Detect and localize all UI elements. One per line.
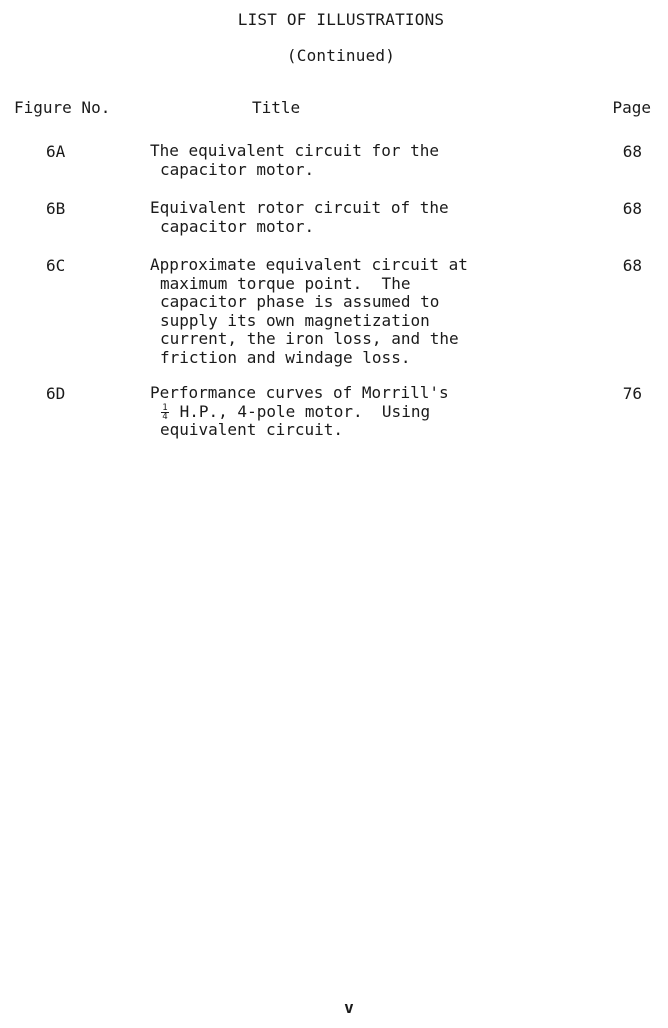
figure-title xyxy=(150,142,550,179)
title-line: Approximate equivalent circuit at xyxy=(150,255,468,274)
illustration-list xyxy=(0,142,668,444)
list-item xyxy=(0,384,668,444)
title-line: current, the iron loss, and the xyxy=(160,329,459,348)
page-reference: 68 xyxy=(622,199,642,218)
title-line: maximum torque point. The xyxy=(160,273,411,293)
title-line: friction and windage loss. xyxy=(160,347,411,367)
title-line: capacitor phase is assumed to xyxy=(160,292,440,311)
list-title: LIST OF ILLUSTRATIONS xyxy=(237,10,445,29)
title-line: equivalent circuit. xyxy=(160,420,344,439)
title-line: capacitor motor. xyxy=(160,216,315,236)
fraction xyxy=(160,404,170,421)
fraction-denominator: 4 xyxy=(162,411,168,422)
title-line: Performance curves of Morrill's xyxy=(150,383,449,402)
figure-title xyxy=(150,199,550,236)
list-subtitle: (Continued) xyxy=(286,46,396,65)
title-line: The equivalent circuit for the xyxy=(150,141,439,160)
page-reference: 68 xyxy=(622,256,642,275)
figure-title xyxy=(150,384,550,440)
title-line: Equivalent rotor circuit of the xyxy=(150,198,449,217)
list-item xyxy=(0,256,668,384)
title-line: capacitor motor. xyxy=(160,159,315,179)
page-reference: 68 xyxy=(622,142,642,161)
title-line: supply its own magnetization xyxy=(160,310,430,330)
figure-number: 6A xyxy=(46,142,66,161)
column-header-page: Page xyxy=(612,98,651,117)
list-item xyxy=(0,199,668,256)
figure-number: 6C xyxy=(46,256,66,275)
title-line-rest: H.P., 4-pole motor. Using xyxy=(170,401,431,421)
title-line-with-fraction xyxy=(150,403,550,422)
figure-number: 6B xyxy=(46,199,66,218)
column-header-title: Title xyxy=(252,98,301,117)
list-item xyxy=(0,142,668,199)
figure-title xyxy=(150,256,550,367)
fraction-numerator: 1 xyxy=(162,402,168,413)
page-reference: 76 xyxy=(622,384,642,403)
page-number: v xyxy=(344,998,354,1017)
figure-number: 6D xyxy=(46,384,66,403)
column-header-figure-no: Figure No. xyxy=(14,98,111,117)
